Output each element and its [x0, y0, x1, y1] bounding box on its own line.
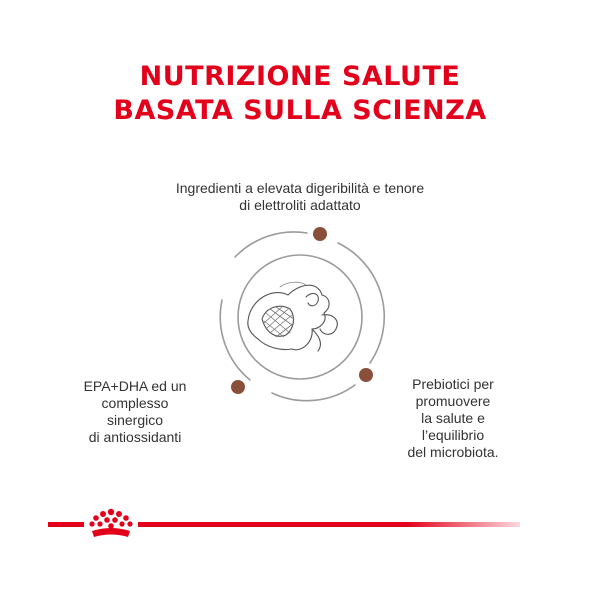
feature-antioxidants-line-4: di antiossidanti — [88, 429, 182, 445]
brand-footer — [0, 505, 600, 545]
title-line-2: BASATA SULLA SCIENZA — [113, 95, 487, 126]
feature-antioxidants-dot — [231, 380, 245, 394]
feature-prebiotics — [398, 376, 508, 461]
feature-digestibility-dot — [313, 227, 327, 241]
feature-prebiotics-line-4: l’equilibrio — [421, 427, 485, 443]
page-title — [0, 60, 600, 128]
feature-prebiotics-dot — [359, 368, 373, 382]
title-line-1: NUTRIZIONE SALUTE — [139, 61, 461, 92]
feature-digestibility-line-2: di elettroliti adattato — [239, 197, 361, 213]
feature-prebiotics-line-3: la salute e — [421, 410, 485, 426]
feature-antioxidants — [75, 378, 195, 446]
feature-prebiotics-line-1: Prebiotici per — [412, 376, 494, 392]
digestive-diagram — [210, 225, 390, 405]
footer-rule-left — [48, 522, 84, 527]
feature-prebiotics-line-5: del microbiota. — [407, 444, 499, 460]
feature-antioxidants-line-2: complesso — [101, 395, 169, 411]
footer-rule-right — [138, 522, 520, 527]
feature-prebiotics-line-2: promuovere — [415, 393, 491, 409]
feature-digestibility — [160, 180, 440, 214]
stomach-intestine-icon — [248, 282, 337, 351]
inner-ring — [238, 255, 362, 379]
feature-antioxidants-line-1: EPA+DHA ed un — [83, 378, 187, 394]
feature-digestibility-line-1: Ingredienti a elevata digeribilità e tenore — [175, 180, 425, 196]
crown-logo-icon — [84, 507, 138, 541]
feature-antioxidants-line-3: sinergico — [106, 412, 164, 428]
